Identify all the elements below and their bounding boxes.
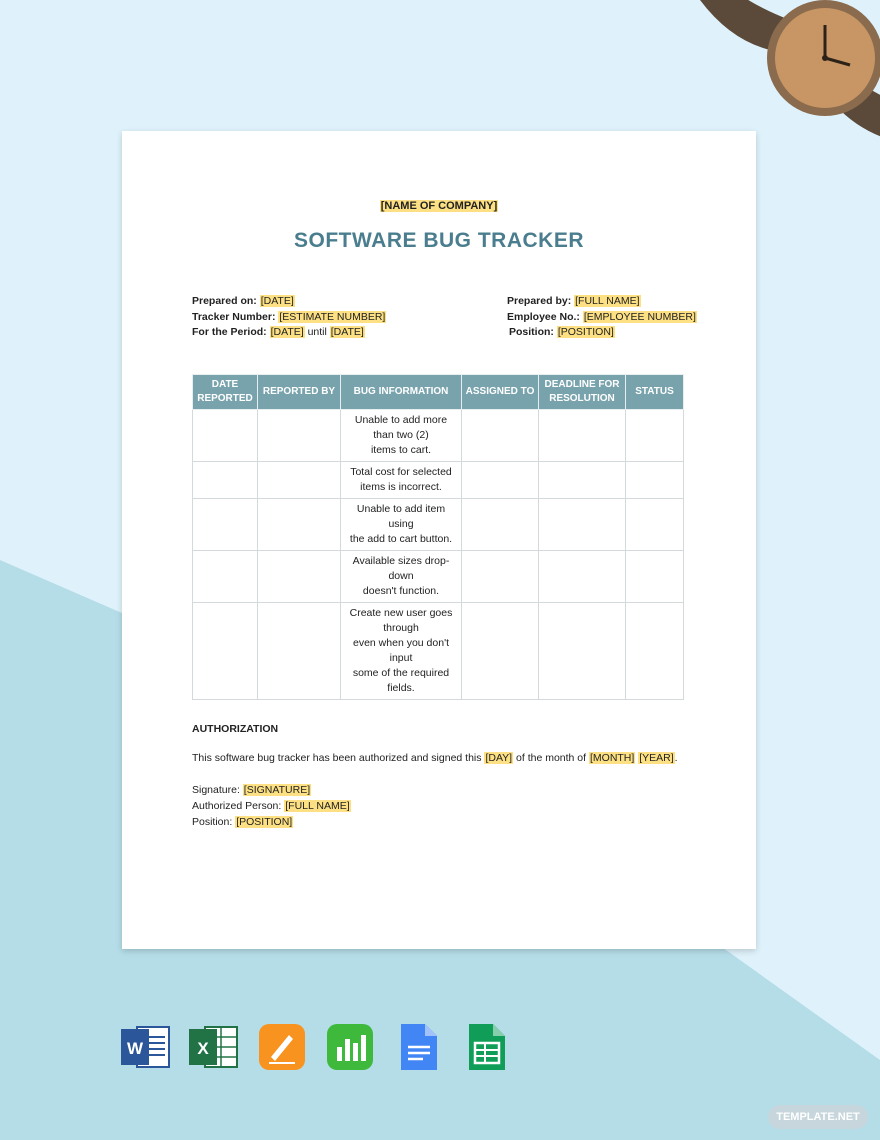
wristwatch-image xyxy=(690,0,880,150)
table-cell xyxy=(193,551,258,603)
svg-text:X: X xyxy=(197,1039,209,1058)
table-cell xyxy=(626,551,684,603)
period-row: For the Period: [DATE] until [DATE] xyxy=(192,326,364,338)
table-row xyxy=(193,462,684,499)
google-sheets-icon[interactable] xyxy=(461,1023,511,1071)
signature-block xyxy=(192,782,351,830)
table-row xyxy=(193,410,684,462)
table-cell xyxy=(539,499,626,551)
prepared-on-row: Prepared on: [DATE] xyxy=(192,295,294,307)
table-cell xyxy=(626,499,684,551)
table-cell xyxy=(193,603,258,700)
table-cell xyxy=(539,603,626,700)
table-cell xyxy=(193,462,258,499)
authorized-person-row: Authorized Person: [FULL NAME] xyxy=(192,800,350,812)
table-cell xyxy=(258,603,341,700)
document-page xyxy=(122,131,756,949)
bug-info-cell: Available sizes drop- down doesn't function. xyxy=(341,551,462,603)
bug-info-cell: Create new user goes through even when you don't input some of the required fields. xyxy=(341,603,462,700)
bug-info-cell: Unable to add more than two (2) items to cart. xyxy=(341,410,462,462)
prepared-by-row: Prepared by: [FULL NAME] xyxy=(507,295,640,307)
col-bug-information: BUG INFORMATION xyxy=(341,375,462,410)
tracker-number-row: Tracker Number: [ESTIMATE NUMBER] xyxy=(192,310,386,323)
table-row xyxy=(193,603,684,700)
word-icon[interactable] xyxy=(121,1023,171,1071)
col-status: STATUS xyxy=(626,375,684,410)
position-row: Position: [POSITION] xyxy=(509,326,614,338)
authorization-title: AUTHORIZATION xyxy=(192,723,279,735)
col-reported-by: REPORTED BY xyxy=(258,375,341,410)
table-cell xyxy=(258,410,341,462)
table-cell xyxy=(462,410,539,462)
table-cell xyxy=(462,551,539,603)
col-date-reported: DATE REPORTED xyxy=(193,375,258,410)
table-cell xyxy=(539,551,626,603)
template-net-watermark: TEMPLATE.NET xyxy=(768,1105,868,1129)
table-row xyxy=(193,499,684,551)
table-cell xyxy=(193,499,258,551)
table-cell xyxy=(462,499,539,551)
app-icons xyxy=(121,1023,511,1071)
table-cell xyxy=(258,499,341,551)
company-name: [NAME OF COMPANY] xyxy=(380,200,498,212)
bug-info-cell: Total cost for selected items is incorrect. xyxy=(341,462,462,499)
google-docs-icon[interactable] xyxy=(393,1023,443,1071)
numbers-icon[interactable] xyxy=(325,1023,375,1071)
table-header-row xyxy=(193,375,684,410)
table-cell xyxy=(539,462,626,499)
table-cell xyxy=(626,462,684,499)
authorization-statement: This software bug tracker has been authorized and signed this [DAY] of the month of [MONTH] [YEAR]. xyxy=(192,752,678,764)
table-cell xyxy=(462,603,539,700)
employee-no-row: Employee No.: [EMPLOYEE NUMBER] xyxy=(507,310,696,323)
table-cell xyxy=(626,410,684,462)
col-assigned-to: ASSIGNED TO xyxy=(462,375,539,410)
col-deadline: DEADLINE FOR RESOLUTION xyxy=(539,375,626,410)
table-cell xyxy=(539,410,626,462)
table-cell xyxy=(193,410,258,462)
table-cell xyxy=(626,603,684,700)
table-cell xyxy=(462,462,539,499)
bug-info-cell: Unable to add item using the add to cart button. xyxy=(341,499,462,551)
table-cell xyxy=(258,551,341,603)
signature-position-row: Position: [POSITION] xyxy=(192,816,293,828)
meta-right xyxy=(507,294,697,341)
document-title: SOFTWARE BUG TRACKER xyxy=(294,229,584,252)
svg-text:W: W xyxy=(126,1039,144,1058)
excel-icon[interactable] xyxy=(189,1023,239,1071)
pages-icon[interactable] xyxy=(257,1023,307,1071)
table-row xyxy=(193,551,684,603)
signature-row: Signature: [SIGNATURE] xyxy=(192,784,311,796)
meta-left xyxy=(192,294,386,341)
bug-table xyxy=(192,374,684,700)
table-cell xyxy=(258,462,341,499)
